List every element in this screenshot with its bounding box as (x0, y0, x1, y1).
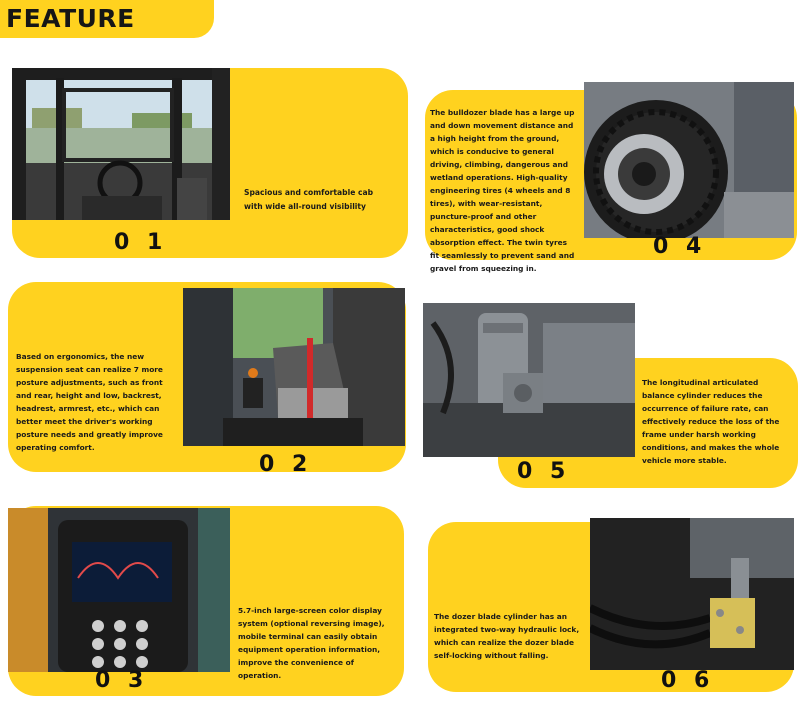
feature-text-03: 5.7-inch large-screen color display system (optional reversing image), mobile terminal can easily obtain equipment operation information, improve the convenience of operation. (238, 606, 385, 680)
feature-number-06: 0 6 (661, 668, 715, 693)
feature-number-01: 0 1 (114, 230, 168, 255)
feature-header (0, 0, 214, 38)
page-title: FEATURE (6, 4, 135, 33)
suspension-seat-image (183, 288, 405, 446)
feature-number-03: 0 3 (95, 668, 149, 693)
cab-interior-image (12, 68, 230, 220)
feature-number-02: 0 2 (259, 452, 313, 477)
display-terminal-image (8, 508, 230, 672)
feature-text-02: Based on ergonomics, the new suspension seat can realize 7 more posture adjustments, such as front and rear, height and low, backrest, headrest, armrest, etc., which can better meet the driver's working posture needs and greatly improve operating comfort. (16, 352, 163, 452)
twin-tyres-image (584, 82, 794, 238)
feature-text-04: The bulldozer blade has a large up and down movement distance and a high height from the ground, which is conducive to general driving, climbing, dangerous and wetland operations. High-quality engineering tires (4 wheels and 8 tires), with wear-resistant, puncture-proof and other characteristics, good shock absorption effect. The twin tyres fit seamlessly to prevent sand and gravel from squeezing in. (430, 108, 575, 273)
feature-text-06: The dozer blade cylinder has an integrated two-way hydraulic lock, which can realize the dozer blade self-locking without falling. (434, 612, 580, 660)
hydraulic-lock-image (590, 518, 794, 670)
feature-number-05: 0 5 (517, 459, 571, 484)
balance-cylinder-image (423, 303, 635, 457)
feature-text-05: The longitudinal articulated balance cylinder reduces the occurrence of failure rate, can effectively reduce the loss of the frame under harsh working conditions, and makes the whole vehicle more stable. (642, 378, 780, 465)
feature-text-01: Spacious and comfortable cab with wide all-round visibility (244, 188, 374, 211)
feature-number-04: 0 4 (653, 234, 707, 259)
